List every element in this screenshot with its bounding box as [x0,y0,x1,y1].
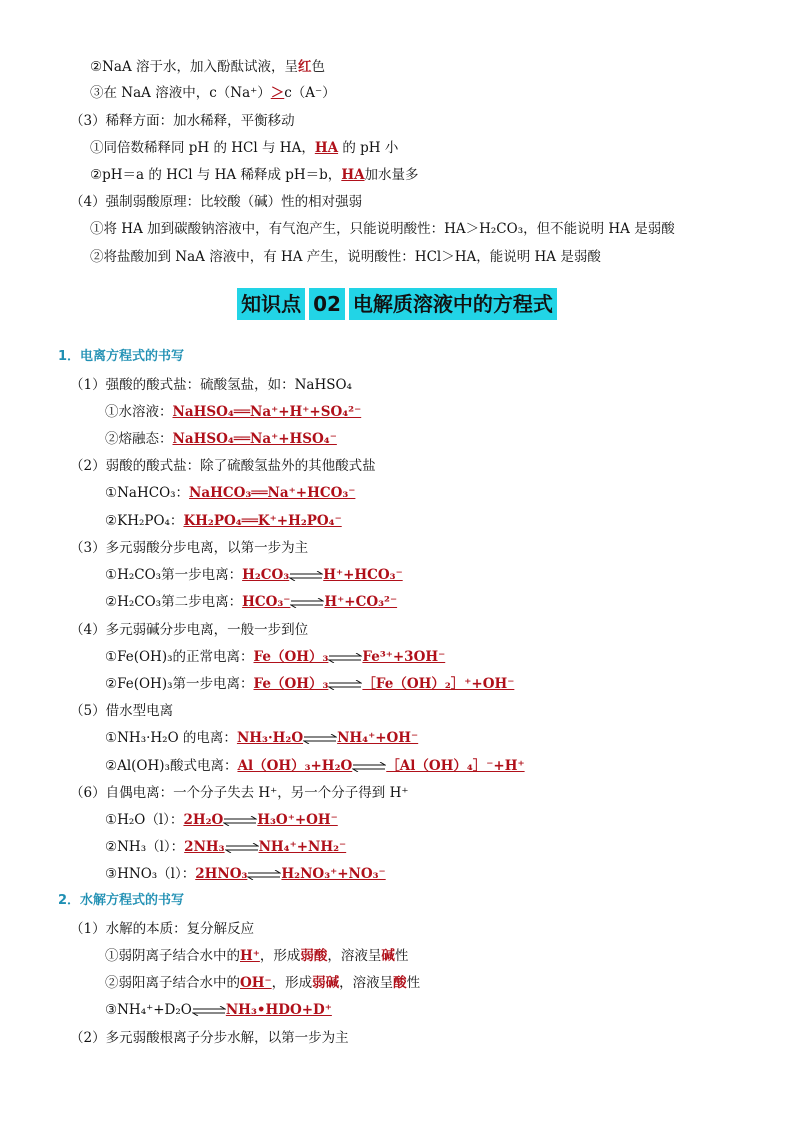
label: ①NH₃·H₂O 的电离： [105,730,237,746]
equilibrium-arrow-icon [225,843,259,853]
label: ②Al(OH)₃酸式电离： [105,758,238,774]
answer: 碱 [381,948,395,964]
title-part: 电解质溶液中的方程式 [349,288,557,320]
text-line [105,946,408,966]
reactant: 2H₂O [183,812,224,828]
answer: HA [341,167,365,183]
equation-line [105,864,386,884]
section-title [0,288,794,320]
text-line: （1）强酸的酸式盐：硫酸氢盐，如：NaHSO₄ [70,377,352,393]
text-line: （2）弱酸的酸式盐：除了硫酸氢盐外的其他酸式盐 [70,458,376,474]
answer: NH₃•HDO+D⁺ [225,1002,332,1018]
equation-line [105,565,403,585]
answer: 红 [298,59,312,75]
equilibrium-arrow-icon [303,734,337,744]
equilibrium-arrow-icon [192,1006,226,1016]
label: ①NaHCO₃： [105,485,190,501]
reactant: H₂CO₃ [242,567,290,583]
label: ②熔融态： [105,431,173,447]
answer: NaHSO₄══Na⁺+HSO₄⁻ [172,431,337,447]
reactant: 2NH₃ [184,839,225,855]
label: ①水溶液： [105,404,173,420]
equation-line [105,837,346,857]
answer: HA [314,140,339,156]
product: H₃O⁺+OH⁻ [257,812,338,828]
equation-line [105,674,514,694]
label: ②H₂CO₃第二步电离： [105,594,243,610]
text: ②pH＝a 的 HCl 与 HA 稀释成 pH＝b， [90,167,342,183]
text-line [105,973,420,993]
text: ，形成 [259,948,301,964]
text: ①同倍数稀释同 pH 的 HCl 与 HA， [90,140,315,156]
equation-line [105,756,525,776]
equation-line [105,1000,332,1020]
product: Fe³⁺+3OH⁻ [362,649,446,665]
section-heading: 2．水解方程式的书写 [58,893,185,908]
label: ②NH₃（l）： [105,839,185,855]
answer: H⁺ [240,948,260,964]
label: ②Fe(OH)₃第一步电离： [105,676,254,692]
equilibrium-arrow-icon [289,571,323,581]
equation-line [105,728,418,748]
answer: 酸 [393,975,407,991]
text-line [90,165,419,185]
answer: 弱碱 [312,975,340,991]
answer: 弱酸 [300,948,328,964]
product: NH₄⁺+NH₂⁻ [258,839,347,855]
text: 性 [406,975,421,991]
reactant: Fe（OH）₃ [253,649,329,665]
equation-line [105,483,355,503]
equation-line [105,511,342,531]
reactant: ③NH₄⁺+D₂O [105,1002,192,1018]
reactant: HCO₃⁻ [242,594,291,610]
text: 加水量多 [364,167,419,183]
text-line: ②将盐酸加到 NaA 溶液中，有 HA 产生，说明酸性：HCl＞HA，能说明 HA 是弱酸 [90,249,601,265]
text: 色 [311,59,326,75]
text: ②NaA 溶于水，加入酚酞试液，呈 [90,59,299,75]
text-line: （4）多元弱碱分步电离，一般一步到位 [70,622,309,638]
equilibrium-arrow-icon [328,653,362,663]
text-line: （5）借水型电离 [70,703,174,719]
title-part: 知识点 [237,288,305,320]
equilibrium-arrow-icon [290,598,324,608]
product: NH₄⁺+OH⁻ [337,730,419,746]
label: ①H₂CO₃第一步电离： [105,567,243,583]
text: ，溶液呈 [339,975,394,991]
text-line: （1）水解的本质：复分解反应 [70,921,255,937]
text-line [90,83,336,103]
text: ，溶液呈 [327,948,382,964]
text-line: （6）自偶电离：一个分子失去 H⁺，另一个分子得到 H⁺ [70,785,409,801]
text-line: （3）稀释方面：加水稀释，平衡移动 [70,113,295,129]
equation-line [105,592,397,612]
text-line: （2）多元弱酸根离子分步水解，以第一步为主 [70,1030,349,1046]
text: c（A⁻） [284,85,336,101]
text: ，形成 [271,975,313,991]
product: ［Fe（OH）₂］⁺+OH⁻ [362,676,515,692]
text-line: （3）多元弱酸分步电离，以第一步为主 [70,540,309,556]
text: ②弱阳离子结合水中的 [105,975,240,991]
product: H₂NO₃⁺+NO₃⁻ [281,866,386,882]
reactant: Fe（OH）₃ [253,676,329,692]
equation-line [105,647,445,667]
title-number: 02 [309,288,345,320]
reactant: Al（OH）₃+H₂O [237,758,353,774]
equation-line [105,810,338,830]
answer: KH₂PO₄══K⁺+H₂PO₄⁻ [183,513,342,529]
equation-line [105,429,337,449]
label: ①H₂O（l）： [105,812,184,828]
product: H⁺+HCO₃⁻ [323,567,403,583]
text: ①弱阴离子结合水中的 [105,948,240,964]
answer: ＞ [270,85,285,101]
text-line: （4）强制弱酸原理：比较酸（碱）性的相对强弱 [70,194,363,210]
text-line [90,138,398,158]
answer: NaHCO₃══Na⁺+HCO₃⁻ [189,485,356,501]
text-line: ①将 HA 加到碳酸钠溶液中，有气泡产生，只能说明酸性：HA＞H₂CO₃，但不能说明 HA 是弱酸 [90,221,675,237]
label: ③HNO₃（l）： [105,866,196,882]
answer: OH⁻ [240,975,272,991]
equilibrium-arrow-icon [223,816,257,826]
equilibrium-arrow-icon [352,762,386,772]
reactant: NH₃·H₂O [236,730,304,746]
label: ②KH₂PO₄： [105,513,184,529]
text: ③在 NaA 溶液中，c（Na⁺） [90,85,271,101]
text: 的 pH 小 [338,140,399,156]
answer: NaHSO₄══Na⁺+H⁺+SO₄²⁻ [172,404,362,420]
equilibrium-arrow-icon [247,870,281,880]
text: 性 [394,948,409,964]
equation-line [105,402,361,422]
product: ［Al（OH）₄］⁻+H⁺ [386,758,525,774]
text-line [90,57,325,77]
label: ①Fe(OH)₃的正常电离： [105,649,254,665]
section-heading: 1．电离方程式的书写 [58,349,185,364]
equilibrium-arrow-icon [328,680,362,690]
product: H⁺+CO₃²⁻ [324,594,398,610]
reactant: 2HNO₃ [195,866,248,882]
